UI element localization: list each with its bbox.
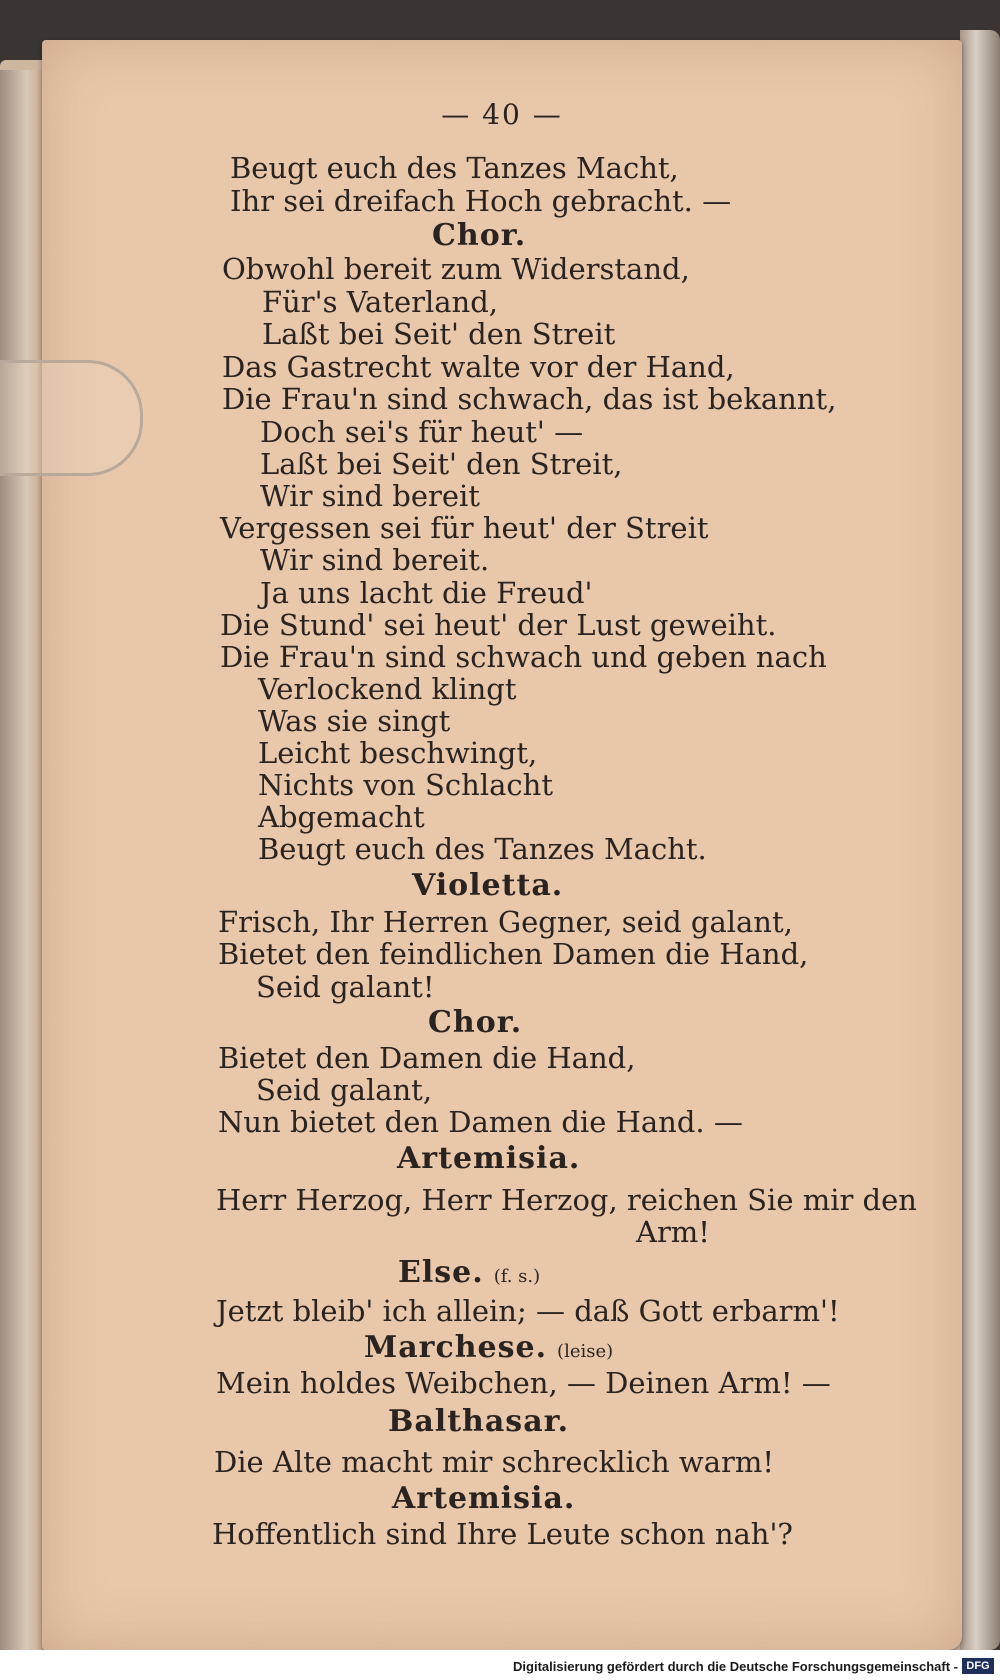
- verse-line: Seid galant,: [256, 1073, 433, 1107]
- page-clip: [0, 360, 143, 476]
- speaker-heading: [398, 1257, 540, 1293]
- verse-line: Bietet den feindlichen Damen die Hand,: [218, 937, 809, 971]
- speaker-heading: Chor.: [432, 218, 527, 253]
- stage-direction: (leise): [557, 1341, 614, 1362]
- verse-line: Hoffentlich sind Ihre Leute schon nah'?: [212, 1517, 793, 1551]
- verse-line: Verlockend klingt: [258, 672, 517, 706]
- verse-line: Die Stund' sei heut' der Lust geweiht.: [220, 608, 777, 642]
- verse-line: Herr Herzog, Herr Herzog, reichen Sie mir den: [216, 1183, 917, 1217]
- speaker-name: Marchese.: [364, 1330, 548, 1365]
- verse-line: Die Frau'n sind schwach und geben nach: [220, 640, 827, 674]
- verse-line: Laßt bei Seit' den Streit,: [260, 447, 623, 481]
- verse-line: Seid galant!: [256, 970, 435, 1004]
- book-page: [42, 40, 962, 1650]
- verse-line: Nun bietet den Damen die Hand. —: [218, 1105, 743, 1139]
- verse-line: Jetzt bleib' ich allein; — daß Gott erbarm'!: [216, 1294, 840, 1328]
- verse-line: Laßt bei Seit' den Streit: [262, 317, 616, 351]
- book-left-edge: [0, 70, 44, 1650]
- verse-line: Leicht beschwingt,: [258, 736, 538, 770]
- speaker-heading: Artemisia.: [397, 1141, 581, 1176]
- verse-line: Beugt euch des Tanzes Macht.: [258, 832, 707, 866]
- page-text: [42, 40, 962, 1650]
- verse-line: Wir sind bereit: [260, 479, 480, 513]
- verse-line: Wir sind bereit.: [260, 543, 490, 577]
- speaker-heading: Chor.: [428, 1005, 523, 1040]
- verse-line: Bietet den Damen die Hand,: [218, 1041, 636, 1075]
- dfg-logo: DFG: [962, 1658, 994, 1674]
- verse-line: Die Frau'n sind schwach, das ist bekannt,: [222, 382, 837, 416]
- verse-line: Was sie singt: [258, 704, 451, 738]
- verse-line: Ja uns lacht die Freud': [260, 576, 593, 610]
- verse-line: Ihr sei dreifach Hoch gebracht. —: [230, 184, 732, 218]
- verse-line: Vergessen sei für heut' der Streit: [220, 511, 709, 545]
- verse-line: Mein holdes Weibchen, — Deinen Arm! —: [216, 1366, 831, 1400]
- speaker-heading: [364, 1332, 613, 1368]
- verse-line: Für's Vaterland,: [262, 285, 499, 319]
- verse-line: Beugt euch des Tanzes Macht,: [230, 151, 679, 185]
- verse-line: Frisch, Ihr Herren Gegner, seid galant,: [218, 905, 793, 939]
- verse-line: Nichts von Schlacht: [258, 768, 553, 802]
- funding-credit: Digitalisierung gefördert durch die Deutsche Forschungsgemeinschaft -: [513, 1659, 958, 1674]
- speaker-name: Else.: [398, 1255, 484, 1290]
- verse-line: Obwohl bereit zum Widerstand,: [222, 252, 690, 286]
- verse-line: Arm!: [636, 1215, 710, 1249]
- speaker-heading: Balthasar.: [388, 1404, 570, 1439]
- verse-line: Abgemacht: [258, 800, 425, 834]
- verse-line: Das Gastrecht walte vor der Hand,: [222, 350, 735, 384]
- verse-line: Doch sei's für heut' —: [260, 415, 584, 449]
- speaker-heading: Violetta.: [412, 868, 564, 903]
- book-right-edge: [960, 30, 1000, 1650]
- digitization-footer: [0, 1650, 1000, 1680]
- page-number: — 40 —: [441, 98, 563, 131]
- verse-line: Die Alte macht mir schrecklich warm!: [214, 1445, 775, 1479]
- stage-direction: (f. s.): [493, 1266, 541, 1287]
- speaker-heading: Artemisia.: [392, 1481, 576, 1516]
